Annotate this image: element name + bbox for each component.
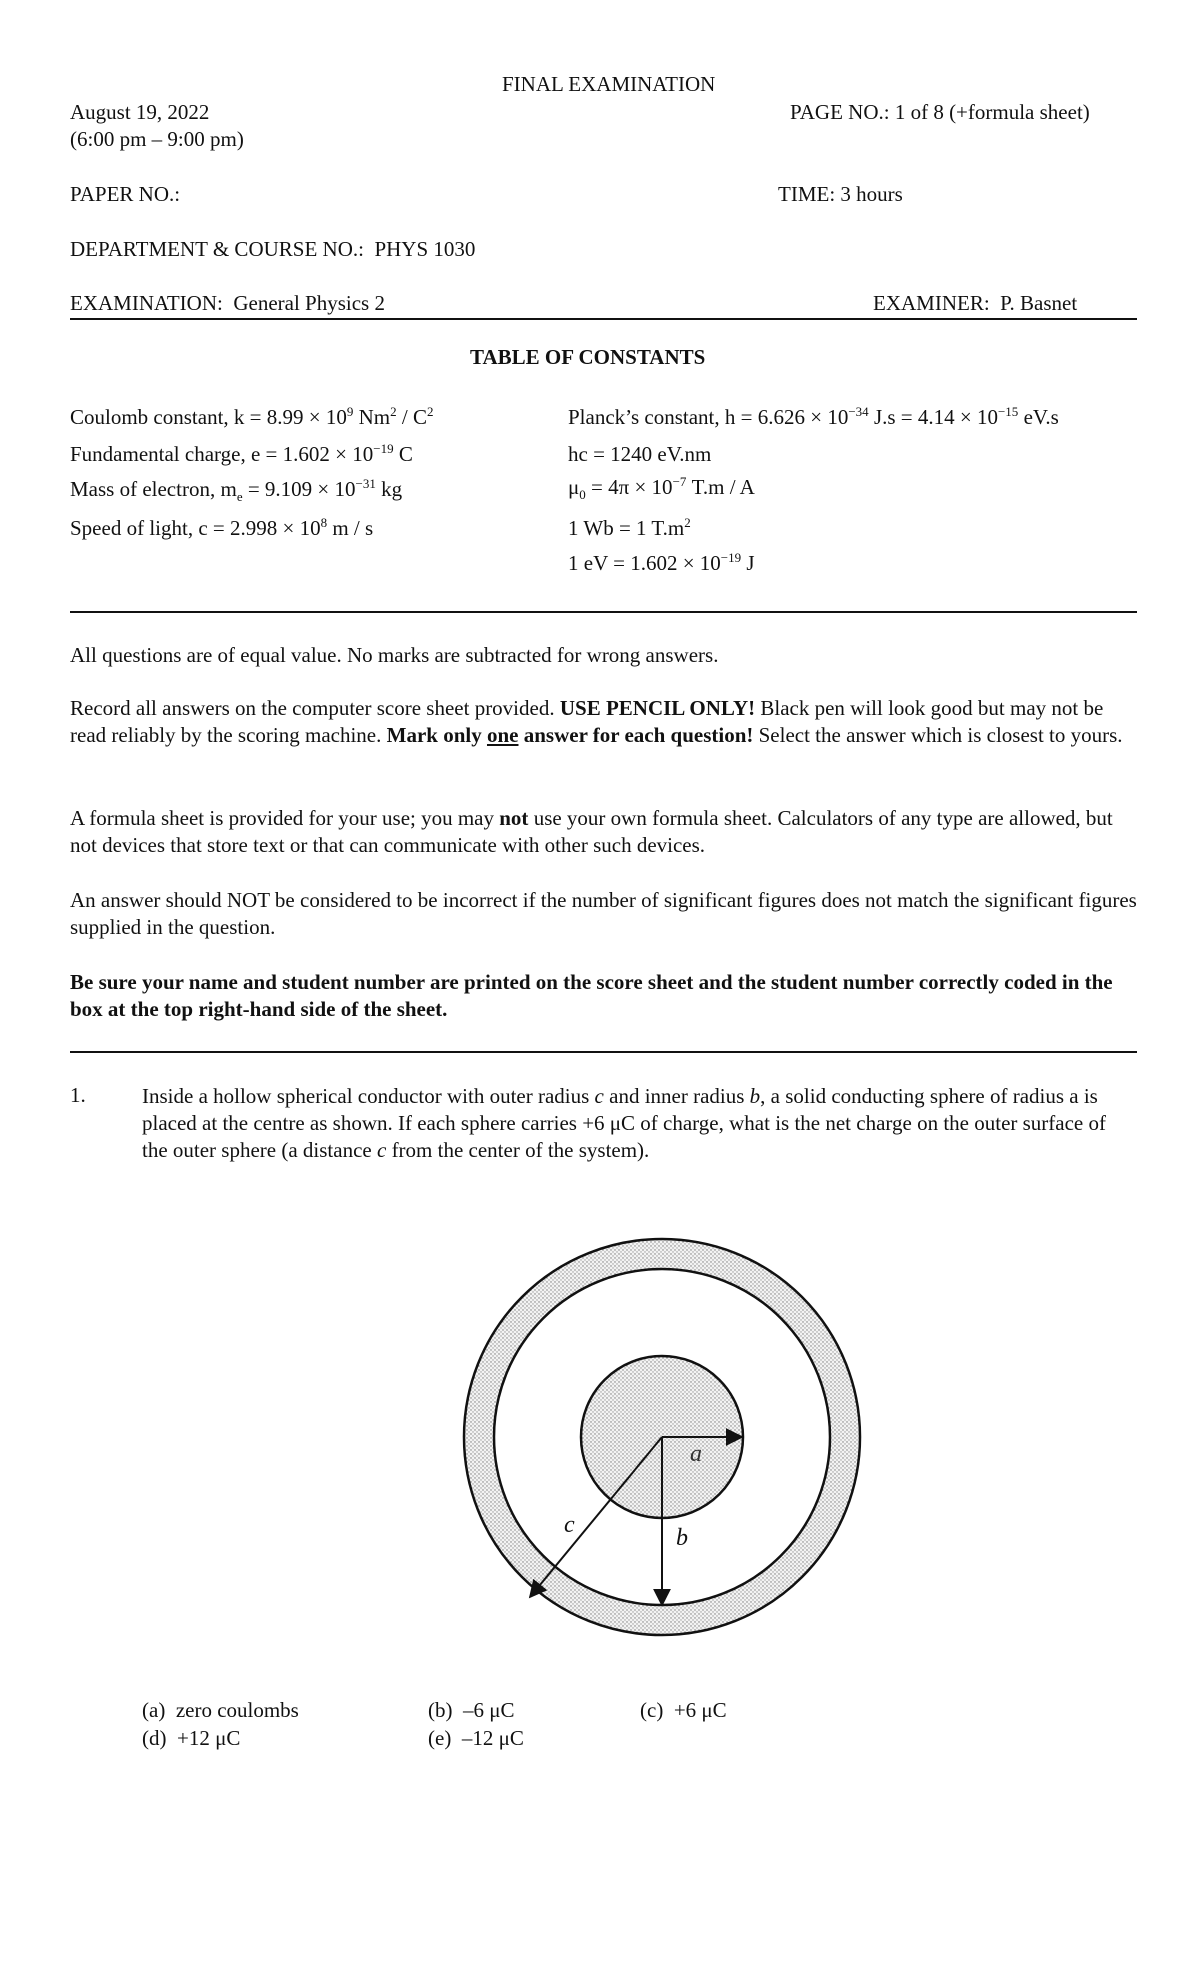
constant-electron-mass: Mass of electron, $m_e = 9.109 \times 10^{-31}$ kg <box>70 476 403 504</box>
question-number: 1. <box>70 1083 86 1107</box>
examiner-label: EXAMINER: <box>873 291 990 315</box>
constant-electron-volt: 1 eV = $1.602 \times 10^{-19}$ J <box>568 550 755 575</box>
examination-label: EXAMINATION: <box>70 291 223 315</box>
exam-date: August 19, 2022 <box>70 100 210 124</box>
concentric-spheres-diagram <box>450 1225 870 1645</box>
option-b[interactable]: (b) –6 μC <box>428 1698 515 1722</box>
option-a[interactable]: (a) zero coulombs <box>142 1698 299 1722</box>
examination-name <box>70 291 385 316</box>
department-value: PHYS 1030 <box>374 237 476 261</box>
department-course <box>70 237 475 262</box>
constant-planck: Planck’s constant, $h = 6.626 \times 10^{-34}$ $J.s = 4.14 \times 10^{-15}$ eV.s <box>568 404 1059 429</box>
label-c: c <box>564 1512 575 1538</box>
exam-duration: TIME: 3 hours <box>778 182 903 206</box>
exam-title: FINAL EXAMINATION <box>502 72 716 96</box>
constant-coulomb: Coulomb constant, $k = 8.99 \times 10^9$ $Nm^2 / C^2$ <box>70 404 434 429</box>
constant-speed-of-light: Speed of light, $c = 2.998 \times 10^8$ m / s <box>70 515 374 540</box>
constants-divider <box>70 611 1137 613</box>
instruction-formula-sheet: A formula sheet is provided for your use; you may not use your own formula sheet. Calculators of any type are allowed, but not devices that store text or that can communicate with other such devices. <box>70 806 1113 857</box>
exam-time-range: (6:00 pm – 9:00 pm) <box>70 127 244 151</box>
option-e[interactable]: (e) –12 μC <box>428 1726 524 1750</box>
examiner <box>873 291 1077 316</box>
question-text: Inside a hollow spherical conductor with outer radius c and inner radius b, a solid conducting sphere of radius a is placed at the centre as shown. If each sphere carries +6 μC of charge, what is the net charge on the outer surface of the outer sphere (a distance c from the center of the system). <box>142 1084 1107 1162</box>
instruction-equal-value: All questions are of equal value. No marks are subtracted for wrong answers. <box>70 643 719 667</box>
instruction-name-number: Be sure your name and student number are printed on the score sheet and the student number correctly coded in the box at the top right-hand side of the sheet. <box>70 970 1113 1021</box>
option-d[interactable]: (d) +12 μC <box>142 1726 241 1750</box>
examiner-value: P. Basnet <box>1000 291 1078 315</box>
department-label: DEPARTMENT & COURSE NO.: <box>70 237 364 261</box>
label-a: a <box>690 1441 702 1467</box>
constant-mu0: $\mu_0 = 4\pi \times 10^{-7}$ T.m / A <box>568 474 755 502</box>
label-b: b <box>676 1525 688 1551</box>
instruction-significant-figures: An answer should NOT be considered to be incorrect if the number of significant figures does not match the significant figures supplied in the question. <box>70 888 1137 939</box>
page-number: PAGE NO.: 1 of 8 (+formula sheet) <box>790 100 1090 124</box>
examination-value: General Physics 2 <box>233 291 385 315</box>
header-divider <box>70 318 1137 320</box>
constant-hc: hc = 1240 eV.nm <box>568 442 712 466</box>
paper-number: PAPER NO.: <box>70 182 181 206</box>
constant-fundamental-charge: Fundamental charge, $e = 1.602 \times 10^{-19}$ C <box>70 441 413 466</box>
option-c[interactable]: (c) +6 μC <box>640 1698 727 1722</box>
constant-weber: 1 Wb = 1 $T.m^2$ <box>568 515 691 540</box>
instructions-divider <box>70 1051 1137 1053</box>
constants-heading: TABLE OF CONSTANTS <box>470 345 706 369</box>
instruction-score-sheet: Record all answers on the computer score sheet provided. USE PENCIL ONLY! Black pen will look good but may not be read reliably by the scoring machine. Mark only one answer for each question! Select the answer which is closest to yours. <box>70 696 1123 747</box>
